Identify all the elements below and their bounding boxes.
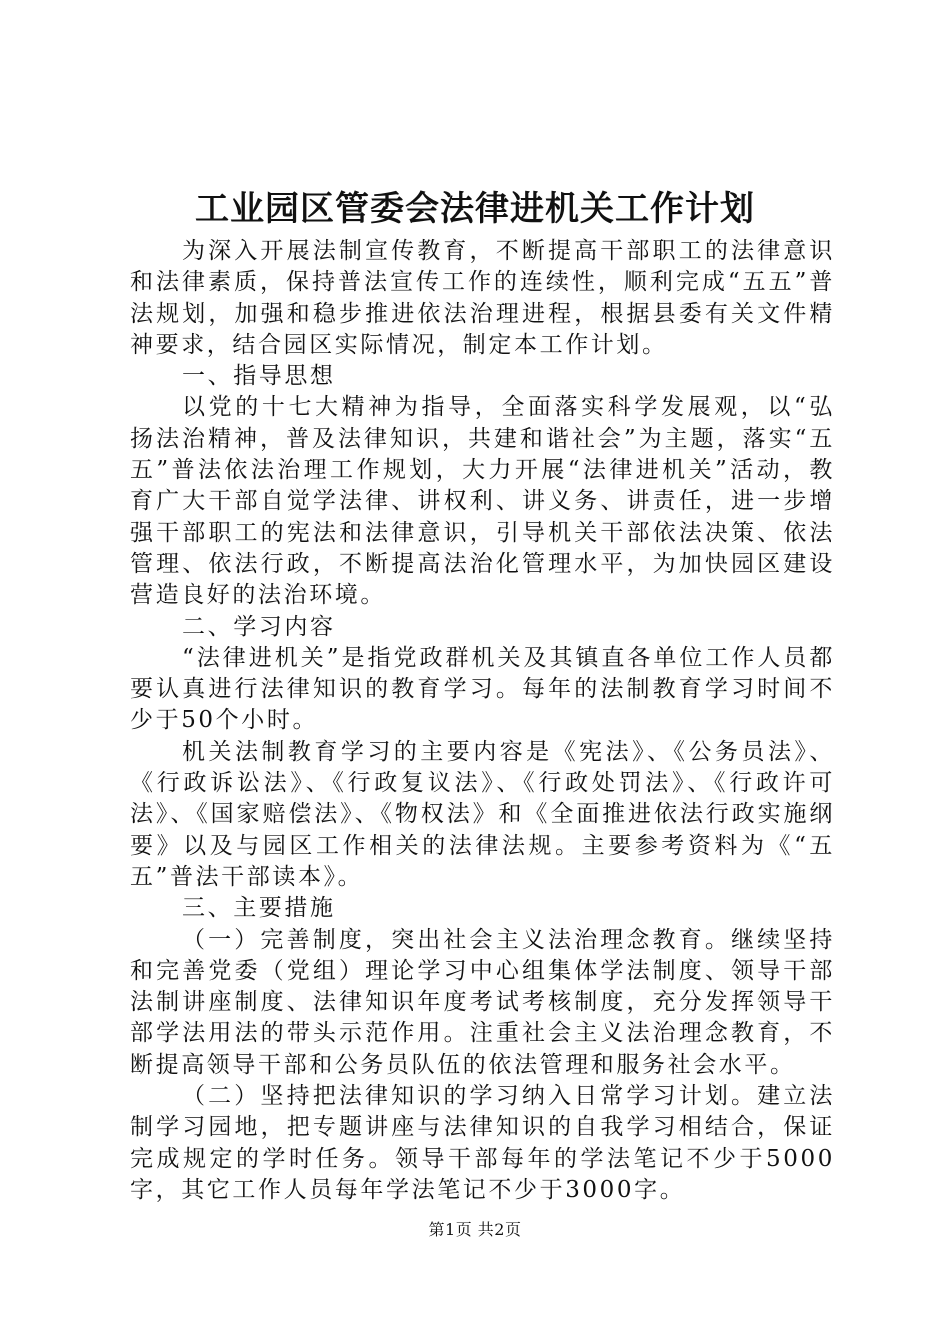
main-measures-paragraph-2: （二）坚持把法律知识的学习纳入日常学习计划。建立法制学习园地，把专题讲座与法律知识的自我学习相结合，保证完成规定的学时任务。领导干部每年的学法笔记不少于5000字，其它工作人员每年学法笔记不少于3000字。	[130, 1083, 835, 1203]
main-measures-paragraph-1: （一）完善制度，突出社会主义法治理念教育。继续坚持和完善党委（党组）理论学习中心组集体学法制度、领导干部法制讲座制度、法律知识年度考试考核制度，充分发挥领导干部学法用法的带头示范作用。注重社会主义法治理念教育，不断提高领导干部和公务员队伍的依法管理和服务社会水平。	[130, 926, 835, 1078]
guiding-ideology-paragraph: 以党的十七大精神为指导，全面落实科学发展观，以“弘扬法治精神，普及法律知识，共建和谐社会”为主题，落实“五五”普法依法治理工作规划，大力开展“法律进机关”活动，教育广大干部自觉学法律、讲权利、讲义务、讲责任，进一步增强干部职工的宪法和法律意识，引导机关干部依法决策、依法管理、依法行政，不断提高法治化管理水平，为加快园区建设营造良好的法治环境。	[130, 394, 835, 609]
document-title: 工业园区管委会法律进机关工作计划	[195, 189, 755, 229]
study-content-paragraph-1: “法律进机关”是指党政群机关及其镇直各单位工作人员都要认真进行法律知识的教育学习。每年的法制教育学习时间不少于50个小时。	[130, 644, 835, 734]
study-content-paragraph-2: 机关法制教育学习的主要内容是《宪法》、《公务员法》、《行政诉讼法》、《行政复议法》、《行政处罚法》、《行政许可法》、《国家赔偿法》、《物权法》和《全面推进依法行政实施纲要》以及与园区工作相关的法律法规。主要参考资料为《“五五”普法干部读本》。	[130, 738, 835, 890]
intro-paragraph: 为深入开展法制宣传教育，不断提高干部职工的法律意识和法律素质，保持普法宣传工作的连续性，顺利完成“五五”普法规划，加强和稳步推进依法治理进程，根据县委有关文件精神要求，结合园区实际情况，制定本工作计划。	[130, 238, 835, 358]
document-body	[130, 236, 835, 1206]
section-heading-guiding-ideology: 一、指导思想	[182, 363, 336, 390]
section-heading-main-measures: 三、主要措施	[182, 895, 336, 922]
section-heading-study-content: 二、学习内容	[182, 613, 336, 640]
page-footer: 第1页 共2页	[428, 1220, 522, 1239]
